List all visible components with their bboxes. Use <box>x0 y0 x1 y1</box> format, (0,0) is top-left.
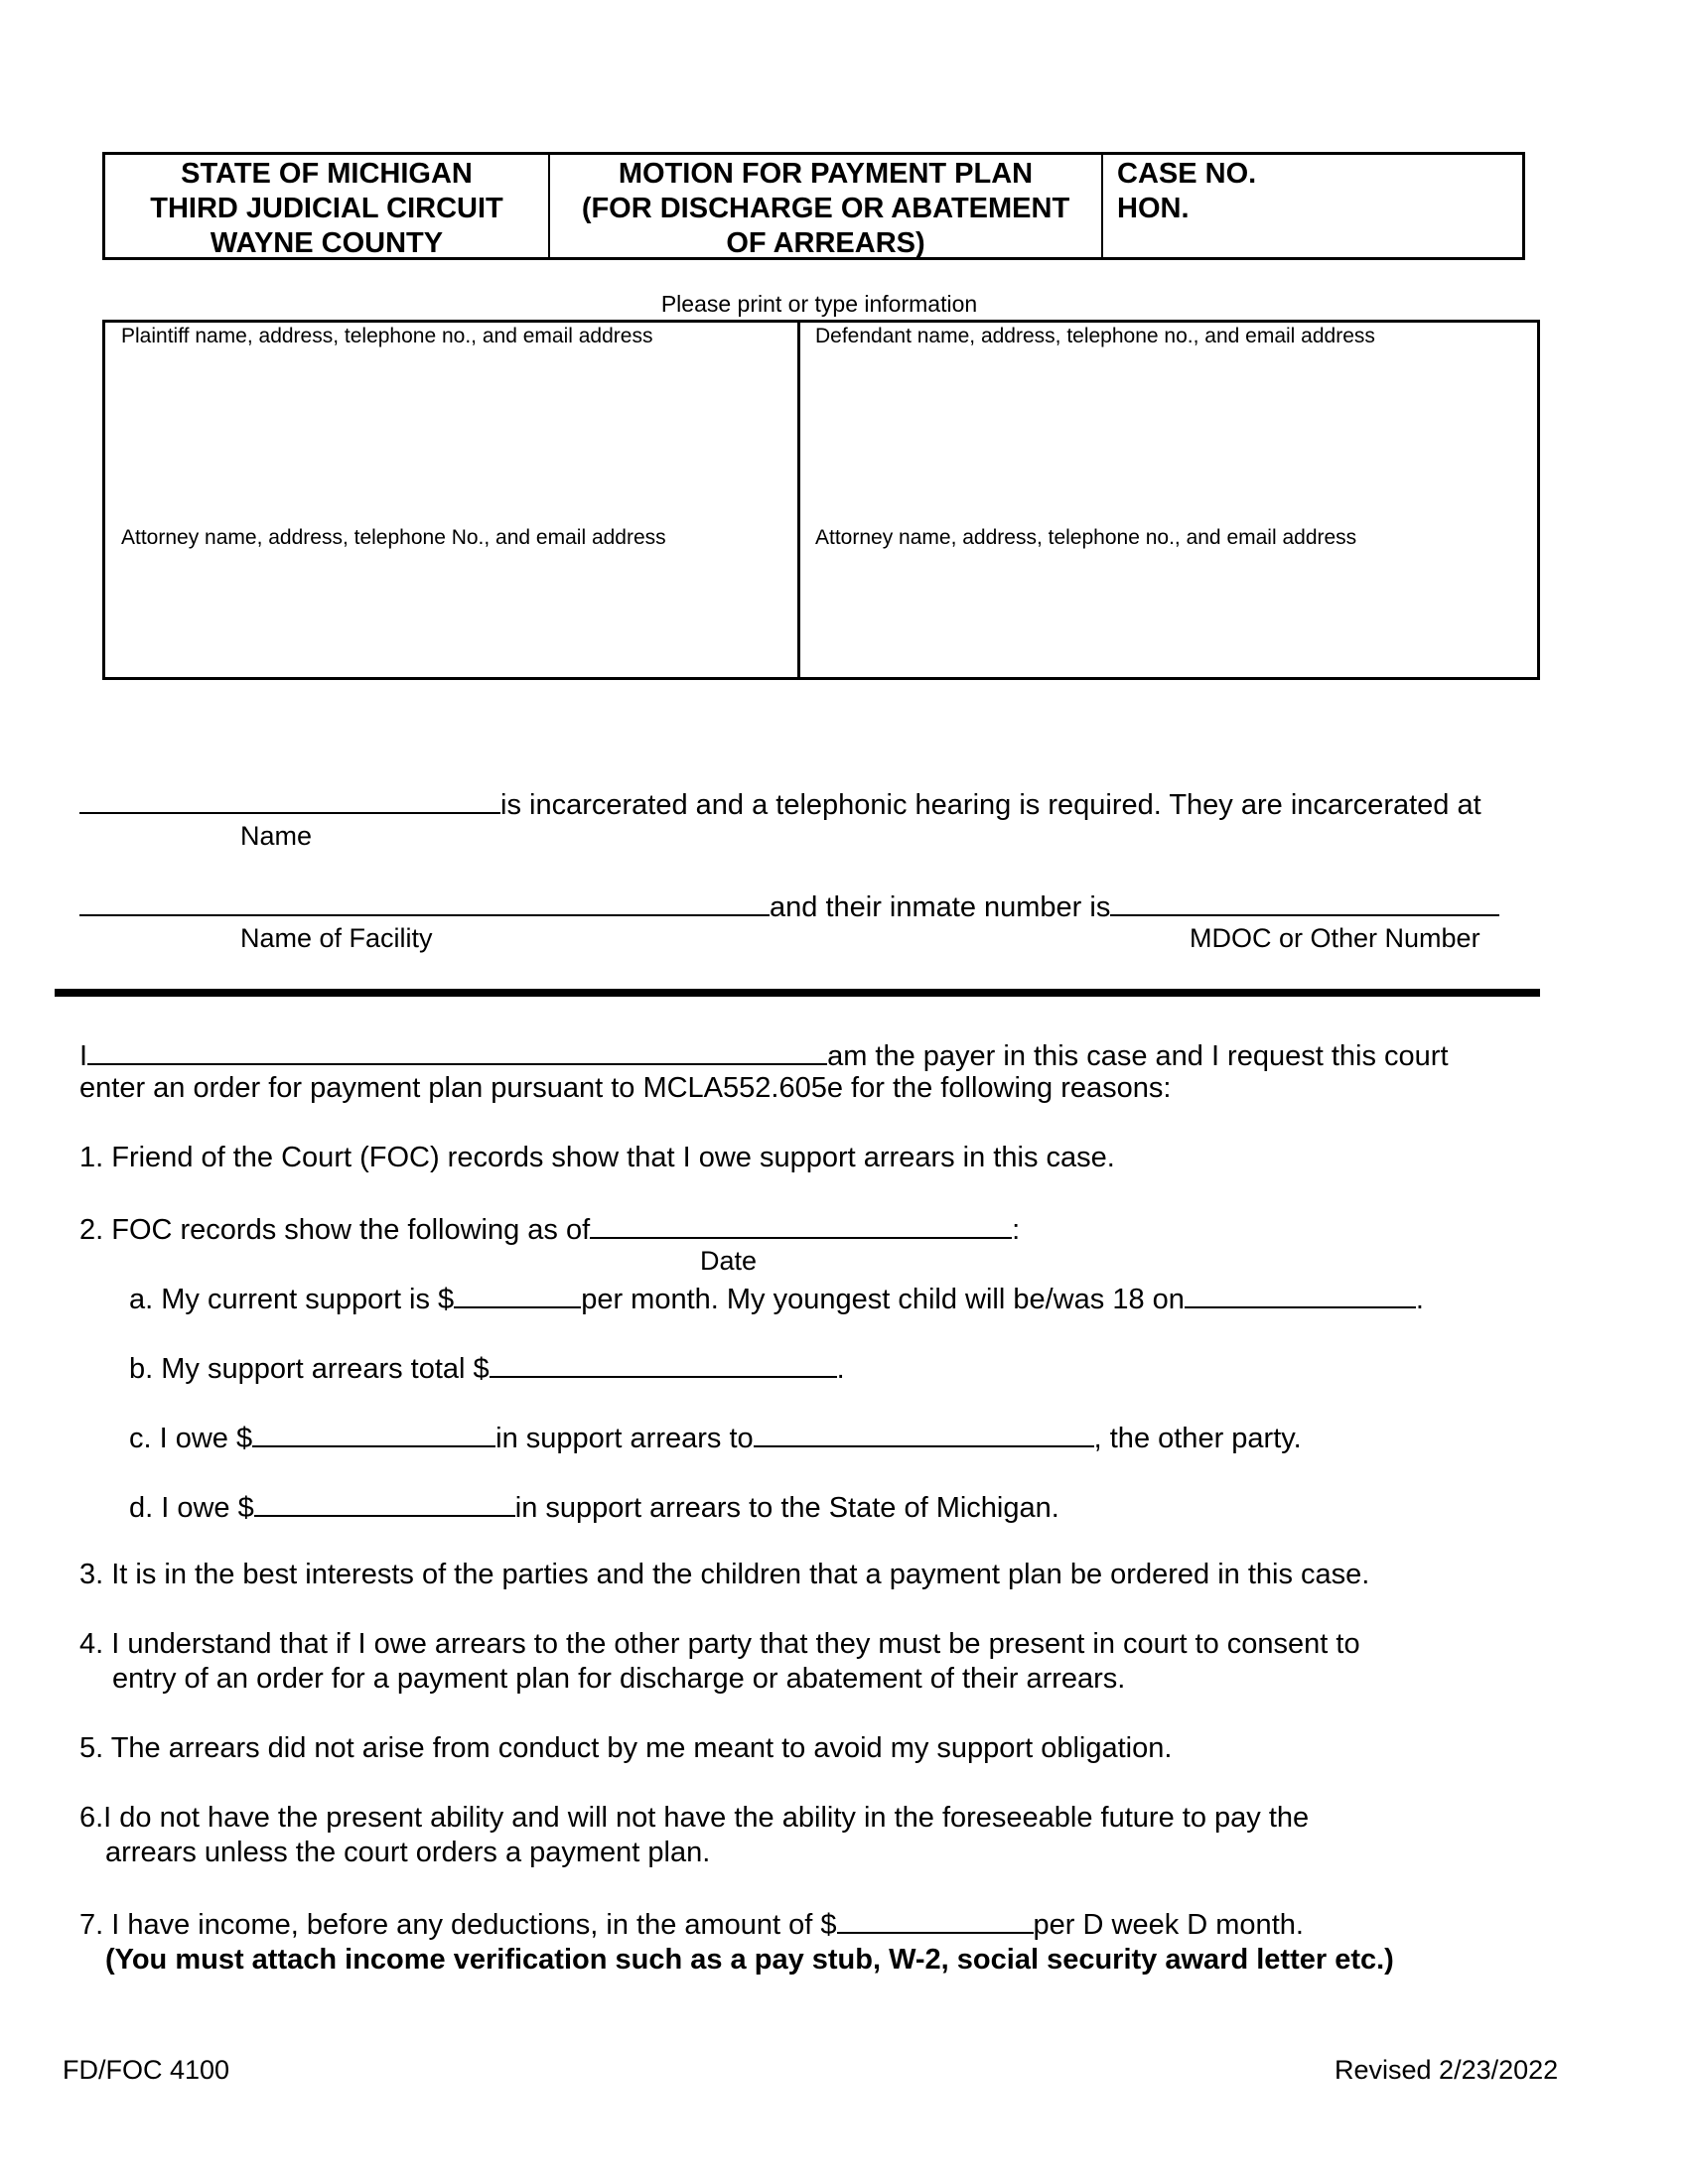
incarceration-text-2: and their inmate number is <box>770 891 1111 923</box>
item-7-text: 7. I have income, before any deductions, in the amount of $ <box>79 1909 837 1941</box>
item-2d-text: d. I owe $ <box>129 1492 254 1524</box>
records-date-field[interactable] <box>590 1211 1012 1239</box>
hon-label: HON. <box>1117 193 1190 224</box>
item-2-suffix: : <box>1012 1214 1021 1246</box>
arrears-state-amount-field[interactable] <box>254 1489 515 1517</box>
form-id: FD/FOC 4100 <box>63 2055 230 2085</box>
item-7-suffix: per D week D month. <box>1033 1909 1304 1941</box>
item-2a-text: a. My current support is $ <box>129 1284 455 1315</box>
court-state: STATE OF MICHIGAN <box>181 158 473 190</box>
plaintiff-attorney-field-label: Attorney name, address, telephone No., and email address <box>121 526 666 549</box>
item-7 <box>79 1906 1304 1942</box>
case-header-table <box>102 152 1525 260</box>
item-1: 1. Friend of the Court (FOC) records show that I owe support arrears in this case. <box>79 1142 1115 1173</box>
name-caption: Name <box>240 821 313 851</box>
other-party-name-field[interactable] <box>754 1420 1094 1447</box>
revision-date: Revised 2/23/2022 <box>1335 2055 1559 2085</box>
income-verification-note: (You must attach income verification such as a pay stub, W-2, social security award letter etc.) <box>105 1944 1394 1976</box>
incarceration-line-2 <box>79 888 1499 924</box>
plaintiff-field-label: Plaintiff name, address, telephone no., and email address <box>121 325 653 347</box>
parties-divider <box>797 323 800 677</box>
arrears-other-party-amount-field[interactable] <box>252 1420 495 1447</box>
request-line-2: enter an order for payment plan pursuant to MCLA552.605e for the following reasons: <box>79 1072 1172 1104</box>
form-title-line-3: OF ARREARS) <box>726 227 925 259</box>
income-amount-field[interactable] <box>837 1906 1034 1934</box>
item-2-text: 2. FOC records show the following as of <box>79 1214 591 1246</box>
item-2 <box>79 1211 1020 1247</box>
case-number-cell[interactable] <box>1103 155 1522 257</box>
defendant-field-label: Defendant name, address, telephone no., and email address <box>815 325 1375 347</box>
item-2d <box>129 1489 1059 1525</box>
item-6-line-1: 6.I do not have the present ability and will not have the ability in the foreseeable future to pay the <box>79 1802 1310 1834</box>
inmate-number-field[interactable] <box>1110 888 1499 916</box>
incarceration-text-1: is incarcerated and a telephonic hearing is required. They are incarcerated at <box>500 789 1481 821</box>
case-no-label: CASE NO. <box>1117 158 1257 190</box>
facility-name-field[interactable] <box>79 888 770 916</box>
item-6-line-2: arrears unless the court orders a payment plan. <box>105 1837 711 1868</box>
item-2c-text: c. I owe $ <box>129 1423 253 1454</box>
print-instruction: Please print or type information <box>660 291 978 317</box>
arrears-total-field[interactable] <box>490 1350 837 1378</box>
request-i: I <box>79 1040 88 1072</box>
request-text-1: am the payer in this case and I request this court <box>827 1040 1449 1072</box>
incarcerated-name-field[interactable] <box>79 786 500 814</box>
facility-caption: Name of Facility <box>240 923 433 953</box>
item-2a-mid: per month. My youngest child will be/was 18 on <box>581 1284 1185 1315</box>
item-5: 5. The arrears did not arise from conduct by me meant to avoid my support obligation. <box>79 1732 1173 1764</box>
item-2c-mid: in support arrears to <box>495 1423 754 1454</box>
item-4-line-2: entry of an order for a payment plan for discharge or abatement of their arrears. <box>112 1663 1126 1695</box>
date-caption: Date <box>700 1246 758 1276</box>
court-circuit: THIRD JUDICIAL CIRCUIT <box>150 193 503 224</box>
item-2a <box>129 1281 1424 1316</box>
item-2c <box>129 1420 1302 1455</box>
item-2b-suffix: . <box>836 1353 845 1385</box>
parties-box <box>102 320 1540 680</box>
item-2b-text: b. My support arrears total $ <box>129 1353 490 1385</box>
item-2d-suffix: in support arrears to the State of Michigan. <box>514 1492 1059 1524</box>
court-county: WAYNE COUNTY <box>210 227 444 259</box>
form-title-line-2: (FOR DISCHARGE OR ABATEMENT <box>581 193 1070 224</box>
defendant-attorney-field-label: Attorney name, address, telephone no., and email address <box>815 526 1357 549</box>
form-title <box>550 155 1103 257</box>
form-title-line-1: MOTION FOR PAYMENT PLAN <box>618 158 1034 190</box>
youngest-child-18-date-field[interactable] <box>1185 1281 1416 1308</box>
item-2a-suffix: . <box>1415 1284 1424 1315</box>
inmate-number-caption: MDOC or Other Number <box>1190 923 1480 953</box>
item-2c-suffix: , the other party. <box>1093 1423 1302 1454</box>
section-divider <box>55 989 1540 997</box>
court-identification <box>105 155 550 257</box>
item-2b <box>129 1350 845 1386</box>
request-line-1 <box>79 1037 1449 1073</box>
incarceration-line-1 <box>79 786 1481 822</box>
item-3: 3. It is in the best interests of the parties and the children that a payment plan be ordered in this case. <box>79 1559 1370 1590</box>
current-support-field[interactable] <box>454 1281 581 1308</box>
item-4-line-1: 4. I understand that if I owe arrears to the other party that they must be present in court to consent to <box>79 1628 1360 1660</box>
payer-name-field[interactable] <box>87 1037 827 1065</box>
